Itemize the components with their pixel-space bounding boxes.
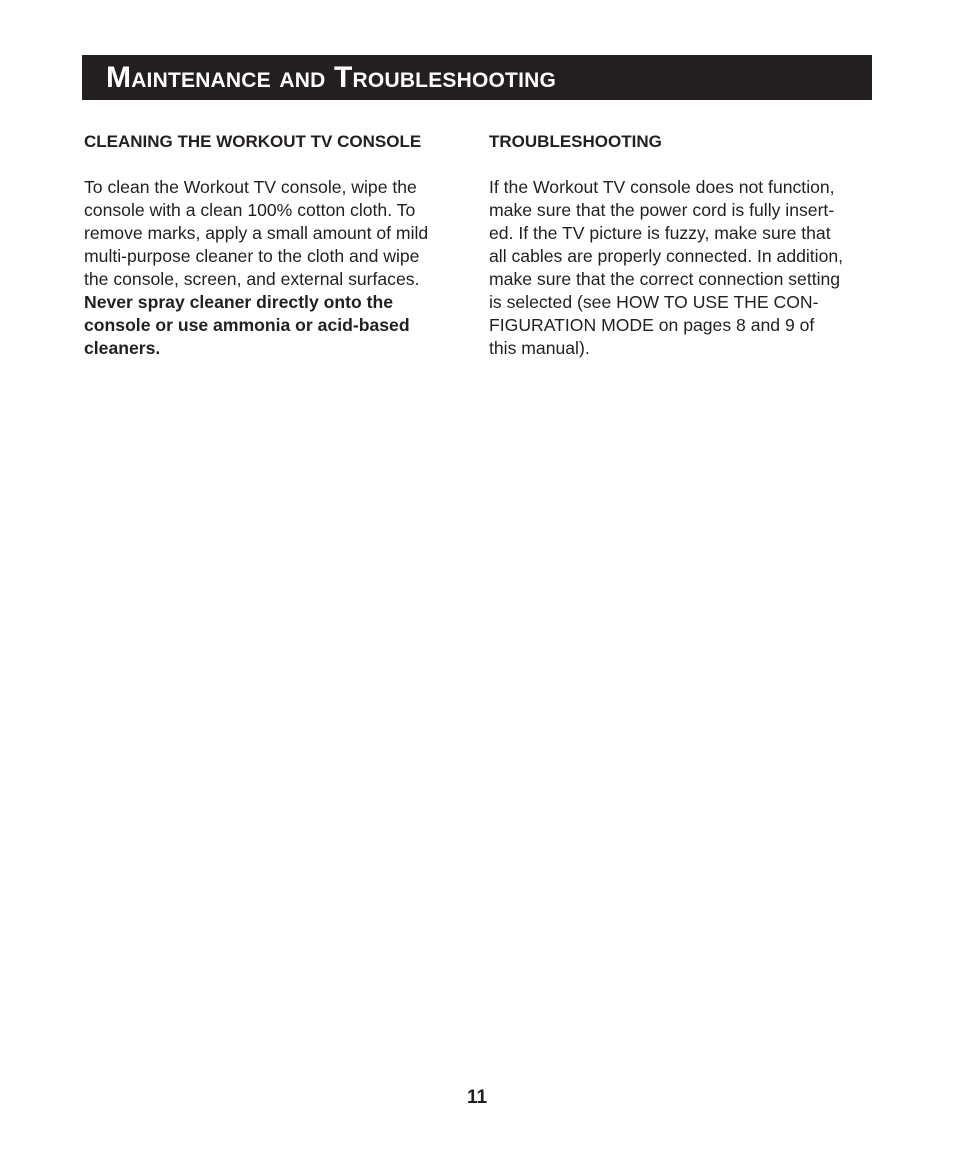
troubleshooting-line: is selected (see HOW TO USE THE CON- — [489, 292, 819, 312]
cleaning-line: console with a clean 100% cotton cloth. To — [84, 200, 416, 220]
cleaning-warning-line: Never spray cleaner directly onto the — [84, 292, 393, 312]
troubleshooting-section — [489, 130, 874, 360]
cleaning-section — [84, 130, 469, 360]
troubleshooting-line: make sure that the power cord is fully insert- — [489, 200, 835, 220]
cleaning-warning-line: cleaners. — [84, 338, 161, 358]
troubleshooting-paragraph — [489, 176, 874, 360]
cleaning-warning-line: console or use ammonia or acid-based — [84, 315, 410, 335]
cleaning-heading: CLEANING THE WORKOUT TV CONSOLE — [84, 132, 422, 151]
cleaning-line: multi-purpose cleaner to the cloth and wipe — [84, 246, 420, 266]
cleaning-line: remove marks, apply a small amount of mild — [84, 223, 429, 243]
troubleshooting-line: make sure that the correct connection setting — [489, 269, 841, 289]
troubleshooting-line: FIGURATION MODE on pages 8 and 9 of — [489, 315, 815, 335]
section-title-bar — [82, 55, 872, 100]
cleaning-line: To clean the Workout TV console, wipe the — [84, 177, 417, 197]
troubleshooting-line: all cables are properly connected. In addition, — [489, 246, 844, 266]
troubleshooting-line: this manual). — [489, 338, 590, 358]
troubleshooting-heading: TROUBLESHOOTING — [489, 132, 662, 151]
page-number: 11 — [466, 1087, 488, 1108]
cleaning-line: the console, screen, and external surfaces. — [84, 269, 420, 289]
cleaning-paragraph — [84, 176, 469, 360]
page-title: Maintenance and Troubleshooting — [106, 61, 557, 94]
troubleshooting-line: ed. If the TV picture is fuzzy, make sure that — [489, 223, 831, 243]
troubleshooting-line: If the Workout TV console does not function, — [489, 177, 835, 197]
